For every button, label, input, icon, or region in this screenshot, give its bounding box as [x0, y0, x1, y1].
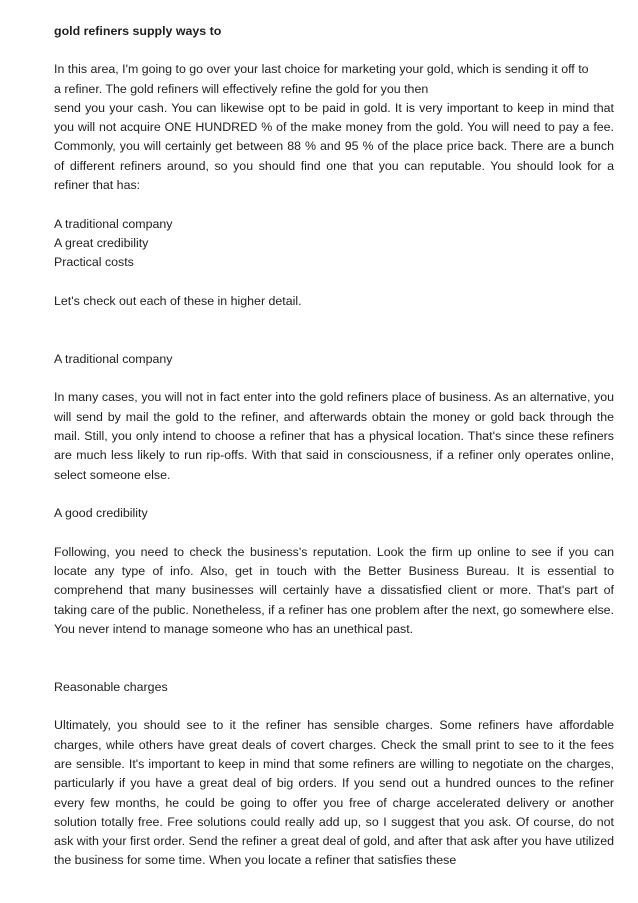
- section-body: Following, you need to check the business's reputation. Look the firm up online to see if you can locate any type of info. Also, get in touch with the Better Business Bureau. It is essential to comprehend that many businesses will certainly have a dissatisfied client or more. That's part of taking care of the public. Nonetheless, if a refiner has one problem after the next, go somewhere else. You never intend to manage someone who has an unethical past.: [54, 544, 614, 636]
- document-page: [54, 22, 614, 871]
- list-item: A traditional company: [54, 216, 173, 231]
- intro-line-2: a refiner. The gold refiners will effectively refine the gold for you then: [54, 81, 429, 96]
- intro-rest: send you your cash. You can likewise opt to be paid in gold. It is very important to keep in mind that you will not acquire ONE HUNDRED % of the make money from the gold. You will need to pay a fee. Commonly, you will certainly get between 88 % and 95 % of the place price back. There are a bunch of different refiners around, so you should find one that you can reputable. You should look for a refiner that has:: [54, 100, 614, 193]
- intro-line-1: In this area, I'm going to go over your last choice for marketing your gold, which is sending it off to: [54, 62, 589, 77]
- transition-text: Let's check out each of these in higher detail.: [54, 293, 302, 308]
- intro-paragraph: [54, 60, 614, 195]
- section-heading: Reasonable charges: [54, 679, 168, 694]
- section-body: In many cases, you will not in fact enter into the gold refiners place of business. As an alternative, you will send by mail the gold to the refiner, and afterwards obtain the money or gold back through the mail. Still, you only intend to choose a refiner that has a physical location. That's since these refiners are much less likely to run rip-offs. With that said in consciousness, if a refiner only operates online, select someone else.: [54, 390, 614, 482]
- list-item: Practical costs: [54, 255, 134, 270]
- section-heading: A good credibility: [54, 506, 148, 521]
- list-item: A great credibility: [54, 235, 149, 250]
- document-title: gold refiners supply ways to: [54, 24, 222, 38]
- section-heading: A traditional company: [54, 351, 173, 366]
- section-body: Ultimately, you should see to it the refiner has sensible charges. Some refiners have affordable charges, while others have great deals of covert charges. Check the small print to see to it the fees are sensible. It's important to keep in mind that some refiners are willing to negotiate on the charges, particularly if you have a great deal of big orders. If you send out a hundred ounces to the refiner every few months, he could be going to offer you free of charge accelerated delivery or another solution totally free. Free solutions could really add up, so I suggest that you ask. Of course, do not ask with your first order. Send the refiner a great deal of gold, and after that ask after you have utilized the business for some time. When you locate a refiner that satisfies these: [54, 718, 614, 868]
